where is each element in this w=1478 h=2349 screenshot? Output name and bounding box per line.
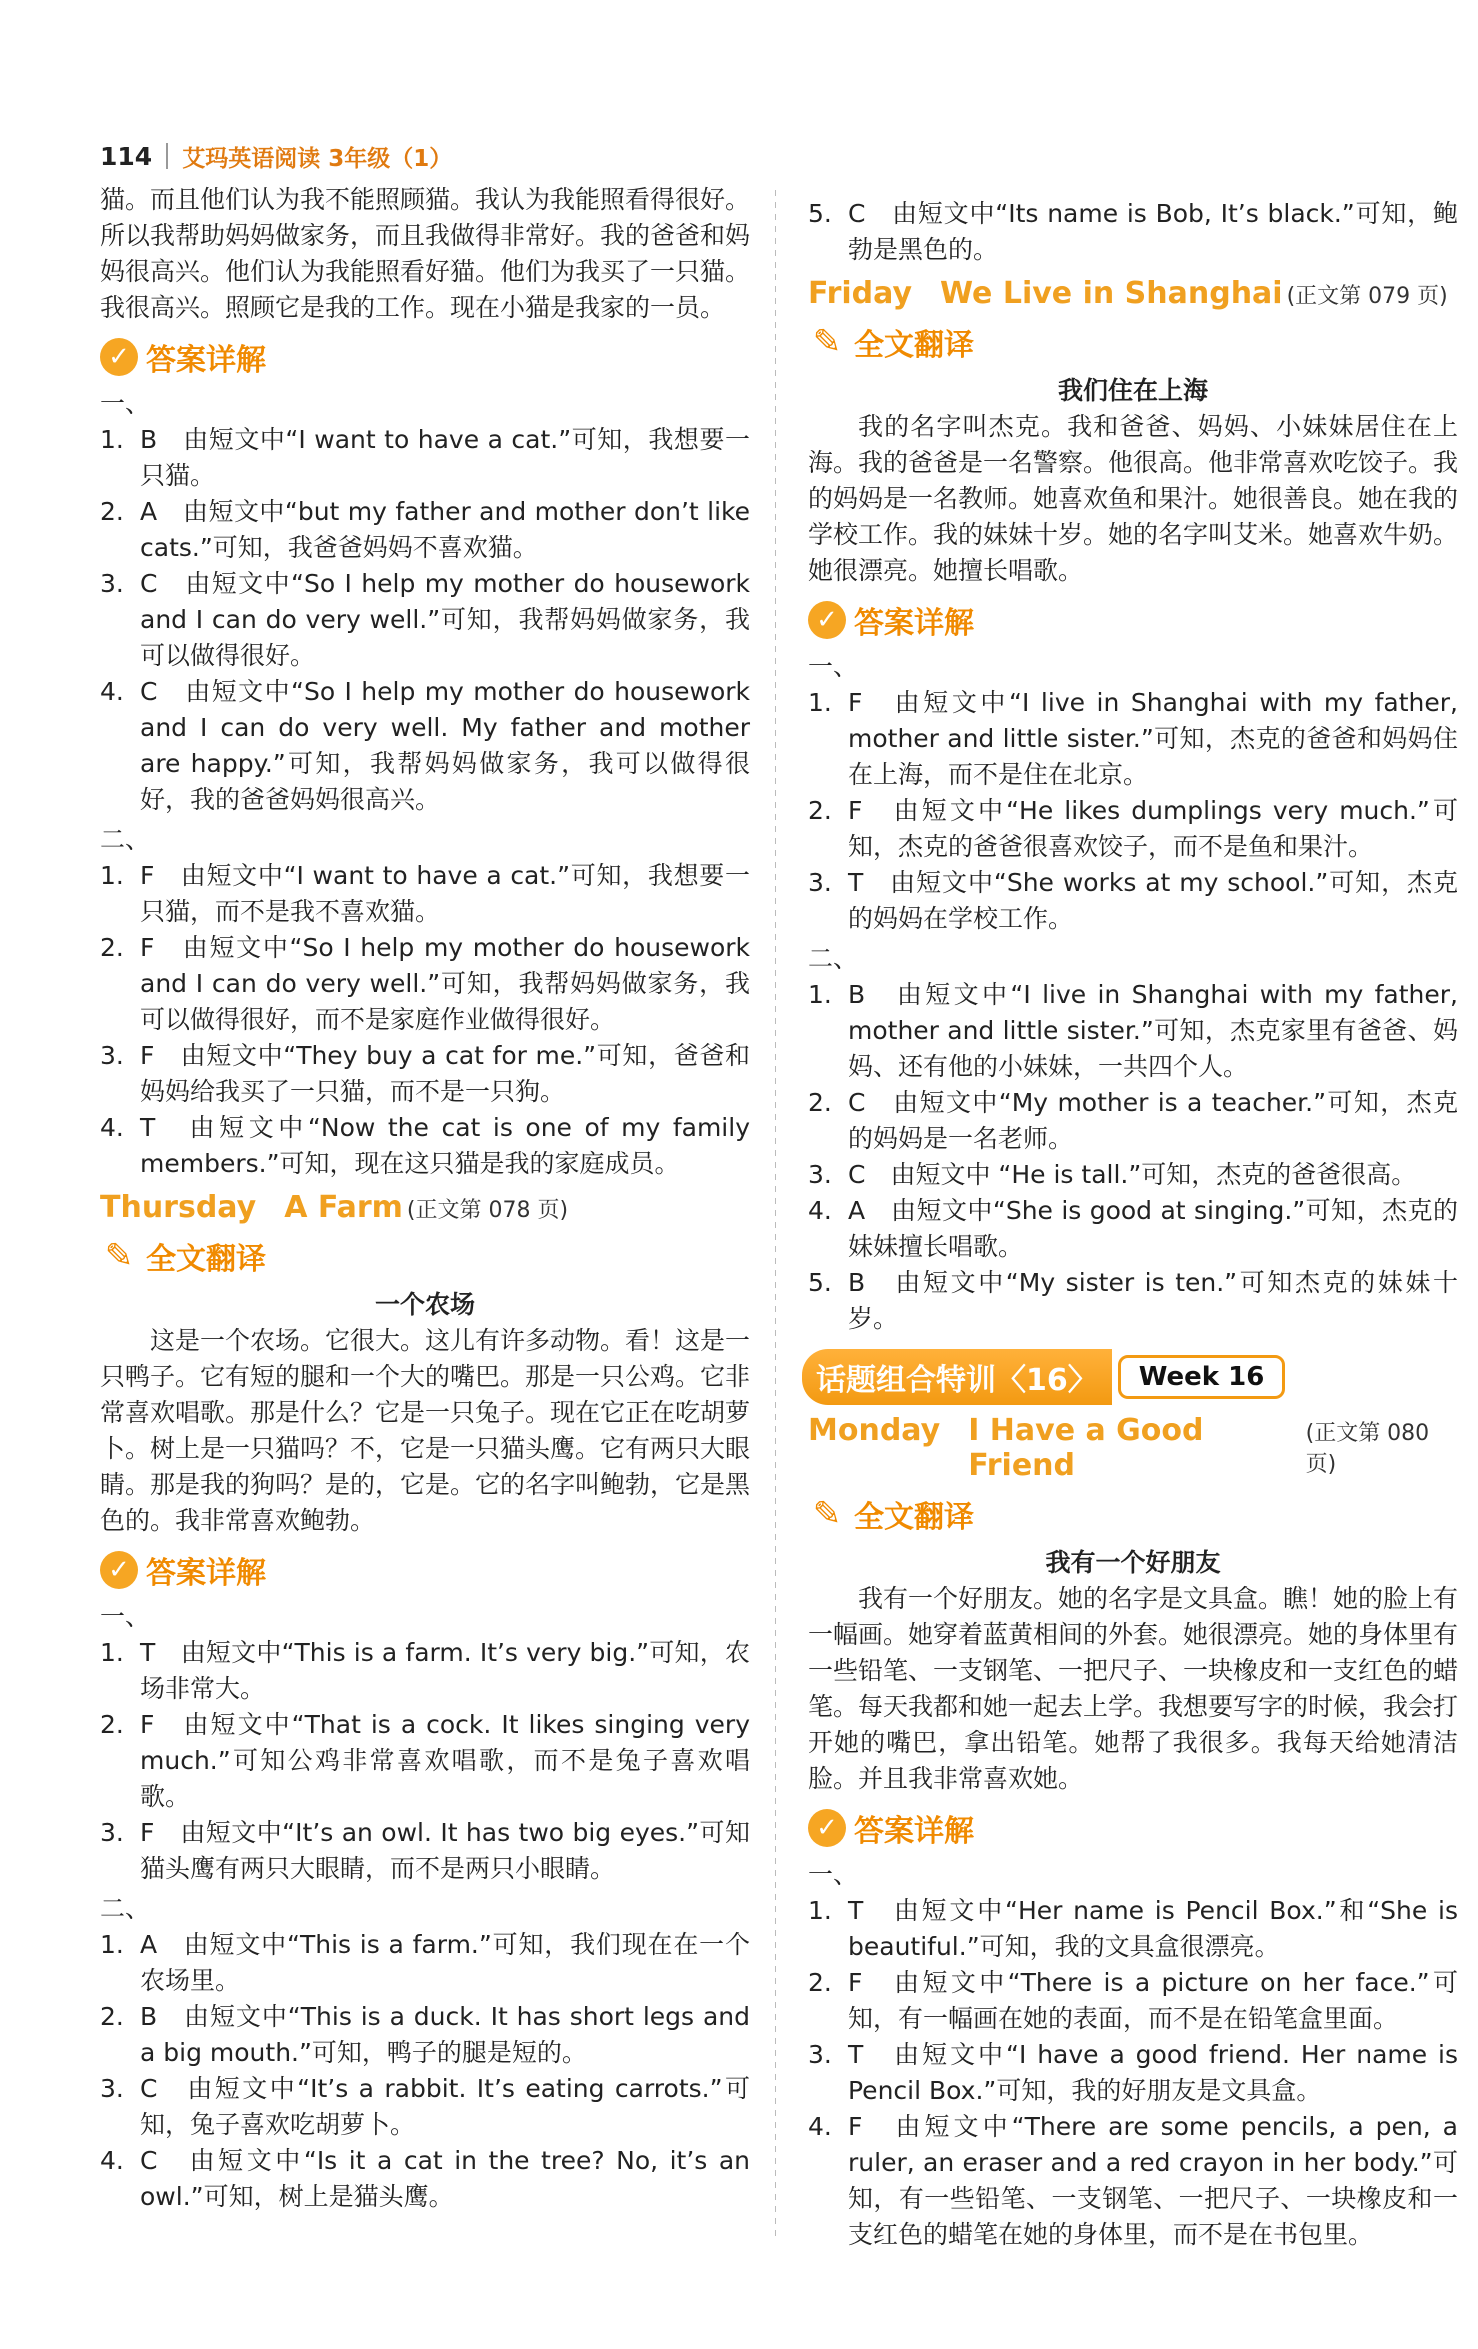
answer-text: C 由短文中“Its name is Bob, It’s black.”可知，鲍勃是黑色的。 bbox=[848, 199, 1458, 264]
answer-list bbox=[100, 1635, 750, 1887]
answer-list bbox=[808, 685, 1458, 937]
answer-number: 1. bbox=[100, 425, 124, 454]
answer-item bbox=[808, 977, 1458, 1085]
answer-list bbox=[808, 196, 1458, 268]
answer-text: C 由短文中“It’s a rabbit. It’s eating carrots.”可知，兔子喜欢吃胡萝卜。 bbox=[140, 2074, 750, 2139]
pen-icon: ✎ bbox=[812, 1494, 842, 1534]
intro-text: 猫。而且他们认为我不能照顾猫。我认为我能照看得很好。所以我帮助妈妈做家务，而且我做得非常好。我的爸爸和妈妈很高兴。他们认为我能照看好猫。他们为我买了一只猫。我很高兴。照顾它是我的工作。现在小猫是我家的一员。 bbox=[100, 185, 751, 322]
answer-text: T 由短文中“This is a farm. It’s very big.”可知，农场非常大。 bbox=[140, 1638, 750, 1703]
topic-label: 话题组合特训〈16〉 bbox=[802, 1349, 1112, 1405]
answer-item bbox=[808, 196, 1458, 268]
answer-text: B 由短文中“This is a duck. It has short legs and a big mouth.”可知，鸭子的腿是短的。 bbox=[140, 2002, 750, 2067]
part-label: 二、 bbox=[808, 944, 859, 973]
answer-text: F 由短文中“So I help my mother do housework and I can do very well.”可知，我帮妈妈做家务，我可以做得很好，而不是家庭作业做得很好。 bbox=[140, 933, 750, 1034]
answer-list bbox=[100, 858, 750, 1182]
answer-number: 2. bbox=[808, 1968, 832, 1997]
answer-number: 5. bbox=[808, 199, 832, 228]
translation-label: 全文翻译 bbox=[854, 1500, 974, 1535]
article-title: 我们住在上海 bbox=[1057, 376, 1208, 405]
answer-number: 4. bbox=[100, 1113, 124, 1142]
answers-heading bbox=[100, 1547, 750, 1593]
lesson-title bbox=[808, 276, 1458, 311]
answer-item bbox=[100, 494, 750, 566]
answer-item bbox=[100, 1707, 750, 1815]
answer-number: 3. bbox=[808, 1160, 832, 1189]
answer-text: F 由短文中“I want to have a cat.”可知，我想要一只猫，而不是我不喜欢猫。 bbox=[140, 861, 750, 926]
answer-number: 2. bbox=[808, 796, 832, 825]
answer-item bbox=[808, 793, 1458, 865]
answer-number: 4. bbox=[808, 2112, 832, 2141]
answers-heading bbox=[100, 334, 750, 380]
answer-text: F 由短文中“They buy a cat for me.”可知，爸爸和妈妈给我买了一只猫，而不是一只狗。 bbox=[140, 1041, 750, 1106]
check-icon: ✓ bbox=[808, 601, 846, 639]
answer-text: F 由短文中“It’s an owl. It has two big eyes.”可知猫头鹰有两只大眼睛，而不是两只小眼睛。 bbox=[140, 1818, 750, 1883]
weekday: Friday bbox=[808, 276, 913, 311]
answer-text: F 由短文中“There are some pencils, a pen, a ruler, an eraser and a red crayon in her body.”可知，有一些铅笔、一支钢笔、一把尺子、一块橡皮和一支红色的蜡笔在她的身体里，而不是在书包里。 bbox=[848, 2112, 1458, 2249]
column-divider bbox=[775, 190, 776, 2240]
page-reference: (正文第 078 页) bbox=[406, 1198, 569, 1223]
answer-item bbox=[100, 2143, 750, 2215]
answer-item bbox=[808, 2109, 1458, 2253]
lesson-name: We Live in Shanghai bbox=[940, 276, 1283, 311]
answer-text: B 由短文中“I want to have a cat.”可知，我想要一只猫。 bbox=[140, 425, 750, 490]
pen-icon: ✎ bbox=[104, 1236, 134, 1276]
answers-label: 答案详解 bbox=[854, 1814, 974, 1849]
answer-item bbox=[808, 1085, 1458, 1157]
answer-text: C 由短文中“Is it a cat in the tree? No, it’s an owl.”可知，树上是猫头鹰。 bbox=[140, 2146, 750, 2211]
answer-item bbox=[100, 1038, 750, 1110]
translation-label: 全文翻译 bbox=[854, 328, 974, 363]
answer-number: 4. bbox=[100, 677, 124, 706]
article-title: 我有一个好朋友 bbox=[1045, 1548, 1221, 1577]
answer-text: T 由短文中“Her name is Pencil Box.”和“She is beautiful.”可知，我的文具盒很漂亮。 bbox=[848, 1896, 1458, 1961]
topic-banner bbox=[802, 1349, 1458, 1405]
answer-item bbox=[808, 1965, 1458, 2037]
answer-number: 4. bbox=[808, 1196, 832, 1225]
page-header bbox=[100, 136, 452, 176]
answer-text: A 由短文中“This is a farm.”可知，我们现在在一个农场里。 bbox=[140, 1930, 750, 1995]
answers-heading bbox=[808, 1805, 1458, 1851]
lesson-name: I Have a Good Friend bbox=[968, 1413, 1204, 1483]
answer-text: F 由短文中“That is a cock. It likes singing very much.”可知公鸡非常喜欢唱歌，而不是兔子喜欢唱歌。 bbox=[140, 1710, 750, 1811]
right-column bbox=[808, 196, 1458, 2253]
pen-icon: ✎ bbox=[812, 322, 842, 362]
answer-number: 1. bbox=[808, 688, 832, 717]
answer-item bbox=[100, 1635, 750, 1707]
answer-item bbox=[808, 1157, 1458, 1193]
answer-number: 1. bbox=[100, 1930, 124, 1959]
answer-item bbox=[100, 1815, 750, 1887]
left-column bbox=[100, 182, 750, 2215]
answer-item bbox=[100, 674, 750, 818]
answer-text: B 由短文中“My sister is ten.”可知杰克的妹妹十岁。 bbox=[848, 1268, 1458, 1333]
article-text: 我的名字叫杰克。我和爸爸、妈妈、小妹妹居住在上海。我的爸爸是一名警察。他很高。他非常喜欢吃饺子。我的妈妈是一名教师。她喜欢鱼和果汁。她很善良。她在我的学校工作。我的妹妹十岁。她的名字叫艾米。她喜欢牛奶。她很漂亮。她擅长唱歌。 bbox=[808, 412, 1459, 585]
answer-text: C 由短文中“So I help my mother do housework and I can do very well.”可知，我帮妈妈做家务，我可以做得很好。 bbox=[140, 569, 750, 670]
answer-number: 3. bbox=[808, 868, 832, 897]
answer-item bbox=[100, 566, 750, 674]
part-label: 一、 bbox=[100, 1602, 151, 1631]
translation-heading bbox=[808, 319, 1458, 365]
answer-number: 1. bbox=[808, 980, 832, 1009]
answer-number: 5. bbox=[808, 1268, 832, 1297]
lesson-name: A Farm bbox=[284, 1190, 403, 1225]
answer-item bbox=[100, 1110, 750, 1182]
part-label: 一、 bbox=[808, 1860, 859, 1889]
answer-text: C 由短文中“So I help my mother do housework and I can do very well. My father and mother are happy.”可知，我帮妈妈做家务，我可以做得很好，我的爸爸妈妈很高兴。 bbox=[140, 677, 750, 814]
answer-number: 3. bbox=[100, 569, 124, 598]
answer-number: 3. bbox=[100, 1818, 124, 1847]
answer-item bbox=[100, 2071, 750, 2143]
translation-label: 全文翻译 bbox=[146, 1242, 266, 1277]
answer-number: 1. bbox=[808, 1896, 832, 1925]
answer-list bbox=[808, 1893, 1458, 2253]
page-reference: (正文第 079 页) bbox=[1286, 284, 1448, 309]
translation-heading bbox=[100, 1233, 750, 1279]
answer-item bbox=[808, 1265, 1458, 1337]
answer-item bbox=[808, 2037, 1458, 2109]
check-icon: ✓ bbox=[100, 338, 138, 376]
answer-text: C 由短文中 “He is tall.”可知，杰克的爸爸很高。 bbox=[848, 1160, 1417, 1189]
answer-item bbox=[100, 1927, 750, 1999]
answer-text: T 由短文中“Now the cat is one of my family members.”可知，现在这只猫是我的家庭成员。 bbox=[140, 1113, 750, 1178]
answer-list bbox=[808, 977, 1458, 1337]
answer-text: A 由短文中“She is good at singing.”可知，杰克的妹妹擅长唱歌。 bbox=[848, 1196, 1458, 1261]
part-label: 二、 bbox=[100, 825, 151, 854]
answer-item bbox=[100, 930, 750, 1038]
answer-list bbox=[100, 422, 750, 818]
answers-label: 答案详解 bbox=[146, 1556, 266, 1591]
answer-item bbox=[100, 858, 750, 930]
weekday: Thursday bbox=[100, 1190, 257, 1225]
answer-text: B 由短文中“I live in Shanghai with my father, mother and little sister.”可知，杰克家里有爸爸、妈妈、还有他的小妹妹，一共四个人。 bbox=[848, 980, 1458, 1081]
answer-text: A 由短文中“but my father and mother don’t like cats.”可知，我爸爸妈妈不喜欢猫。 bbox=[140, 497, 750, 562]
lesson-title bbox=[100, 1190, 750, 1225]
article-title: 一个农场 bbox=[374, 1290, 475, 1319]
part-label: 一、 bbox=[808, 652, 859, 681]
answer-item bbox=[808, 685, 1458, 793]
answer-number: 2. bbox=[100, 2002, 124, 2031]
article-text: 这是一个农场。它很大。这儿有许多动物。看！这是一只鸭子。它有短的腿和一个大的嘴巴。那是一只公鸡。它非常喜欢唱歌。那是什么？它是一只兔子。现在它正在吃胡萝卜。树上是一只猫吗？不，它是一只猫头鹰。它有两只大眼睛。那是我的狗吗？是的，它是。它的名字叫鲍勃，它是黑色的。我非常喜欢鲍勃。 bbox=[100, 1326, 751, 1535]
week-badge: Week 16 bbox=[1118, 1355, 1286, 1399]
answer-item bbox=[808, 1893, 1458, 1965]
answers-heading bbox=[808, 597, 1458, 643]
answers-label: 答案详解 bbox=[146, 343, 266, 378]
part-label: 二、 bbox=[100, 1894, 151, 1923]
answer-item bbox=[808, 865, 1458, 937]
part-label: 一、 bbox=[100, 389, 151, 418]
lesson-title bbox=[808, 1413, 1458, 1483]
page-number: 114 bbox=[100, 141, 153, 171]
article-text: 我有一个好朋友。她的名字是文具盒。瞧！她的脸上有一幅画。她穿着蓝黄相间的外套。她很漂亮。她的身体里有一些铅笔、一支钢笔、一把尺子、一块橡皮和一支红色的蜡笔。每天我都和她一起去上学。我想要写字的时候，我会打开她的嘴巴，拿出铅笔。她帮了我很多。我每天给她清洁脸。并且我非常喜欢她。 bbox=[808, 1584, 1459, 1793]
answer-number: 4. bbox=[100, 2146, 124, 2175]
answer-number: 1. bbox=[100, 1638, 124, 1667]
check-icon: ✓ bbox=[808, 1809, 846, 1847]
check-icon: ✓ bbox=[100, 1551, 138, 1589]
answer-list bbox=[100, 1927, 750, 2215]
answer-item bbox=[808, 1193, 1458, 1265]
page-reference: (正文第 080 页) bbox=[1305, 1421, 1430, 1477]
answer-number: 3. bbox=[100, 2074, 124, 2103]
translation-heading bbox=[808, 1491, 1458, 1537]
answer-text: F 由短文中“He likes dumplings very much.”可知，杰克的爸爸很喜欢饺子，而不是鱼和果汁。 bbox=[848, 796, 1458, 861]
answers-label: 答案详解 bbox=[854, 606, 974, 641]
answer-number: 3. bbox=[808, 2040, 832, 2069]
weekday: Monday bbox=[808, 1413, 941, 1448]
answer-number: 2. bbox=[100, 497, 124, 526]
header-separator bbox=[166, 143, 168, 169]
answer-item bbox=[100, 422, 750, 494]
answer-text: T 由短文中“I have a good friend. Her name is Pencil Box.”可知，我的好朋友是文具盒。 bbox=[848, 2040, 1458, 2105]
answer-text: F 由短文中“I live in Shanghai with my father, mother and little sister.”可知，杰克的爸爸和妈妈住在上海，而不是住在北京。 bbox=[848, 688, 1458, 789]
answer-text: T 由短文中“She works at my school.”可知，杰克的妈妈在学校工作。 bbox=[848, 868, 1458, 933]
answer-item bbox=[100, 1999, 750, 2071]
answer-number: 3. bbox=[100, 1041, 124, 1070]
answer-number: 2. bbox=[100, 933, 124, 962]
answer-text: F 由短文中“There is a picture on her face.”可知，有一幅画在她的表面，而不是在铅笔盒里面。 bbox=[848, 1968, 1458, 2033]
answer-number: 1. bbox=[100, 861, 124, 890]
answer-number: 2. bbox=[100, 1710, 124, 1739]
book-title: 艾玛英语阅读 3年级（1） bbox=[182, 145, 453, 172]
answer-number: 2. bbox=[808, 1088, 832, 1117]
answer-text: C 由短文中“My mother is a teacher.”可知，杰克的妈妈是一名老师。 bbox=[848, 1088, 1458, 1153]
